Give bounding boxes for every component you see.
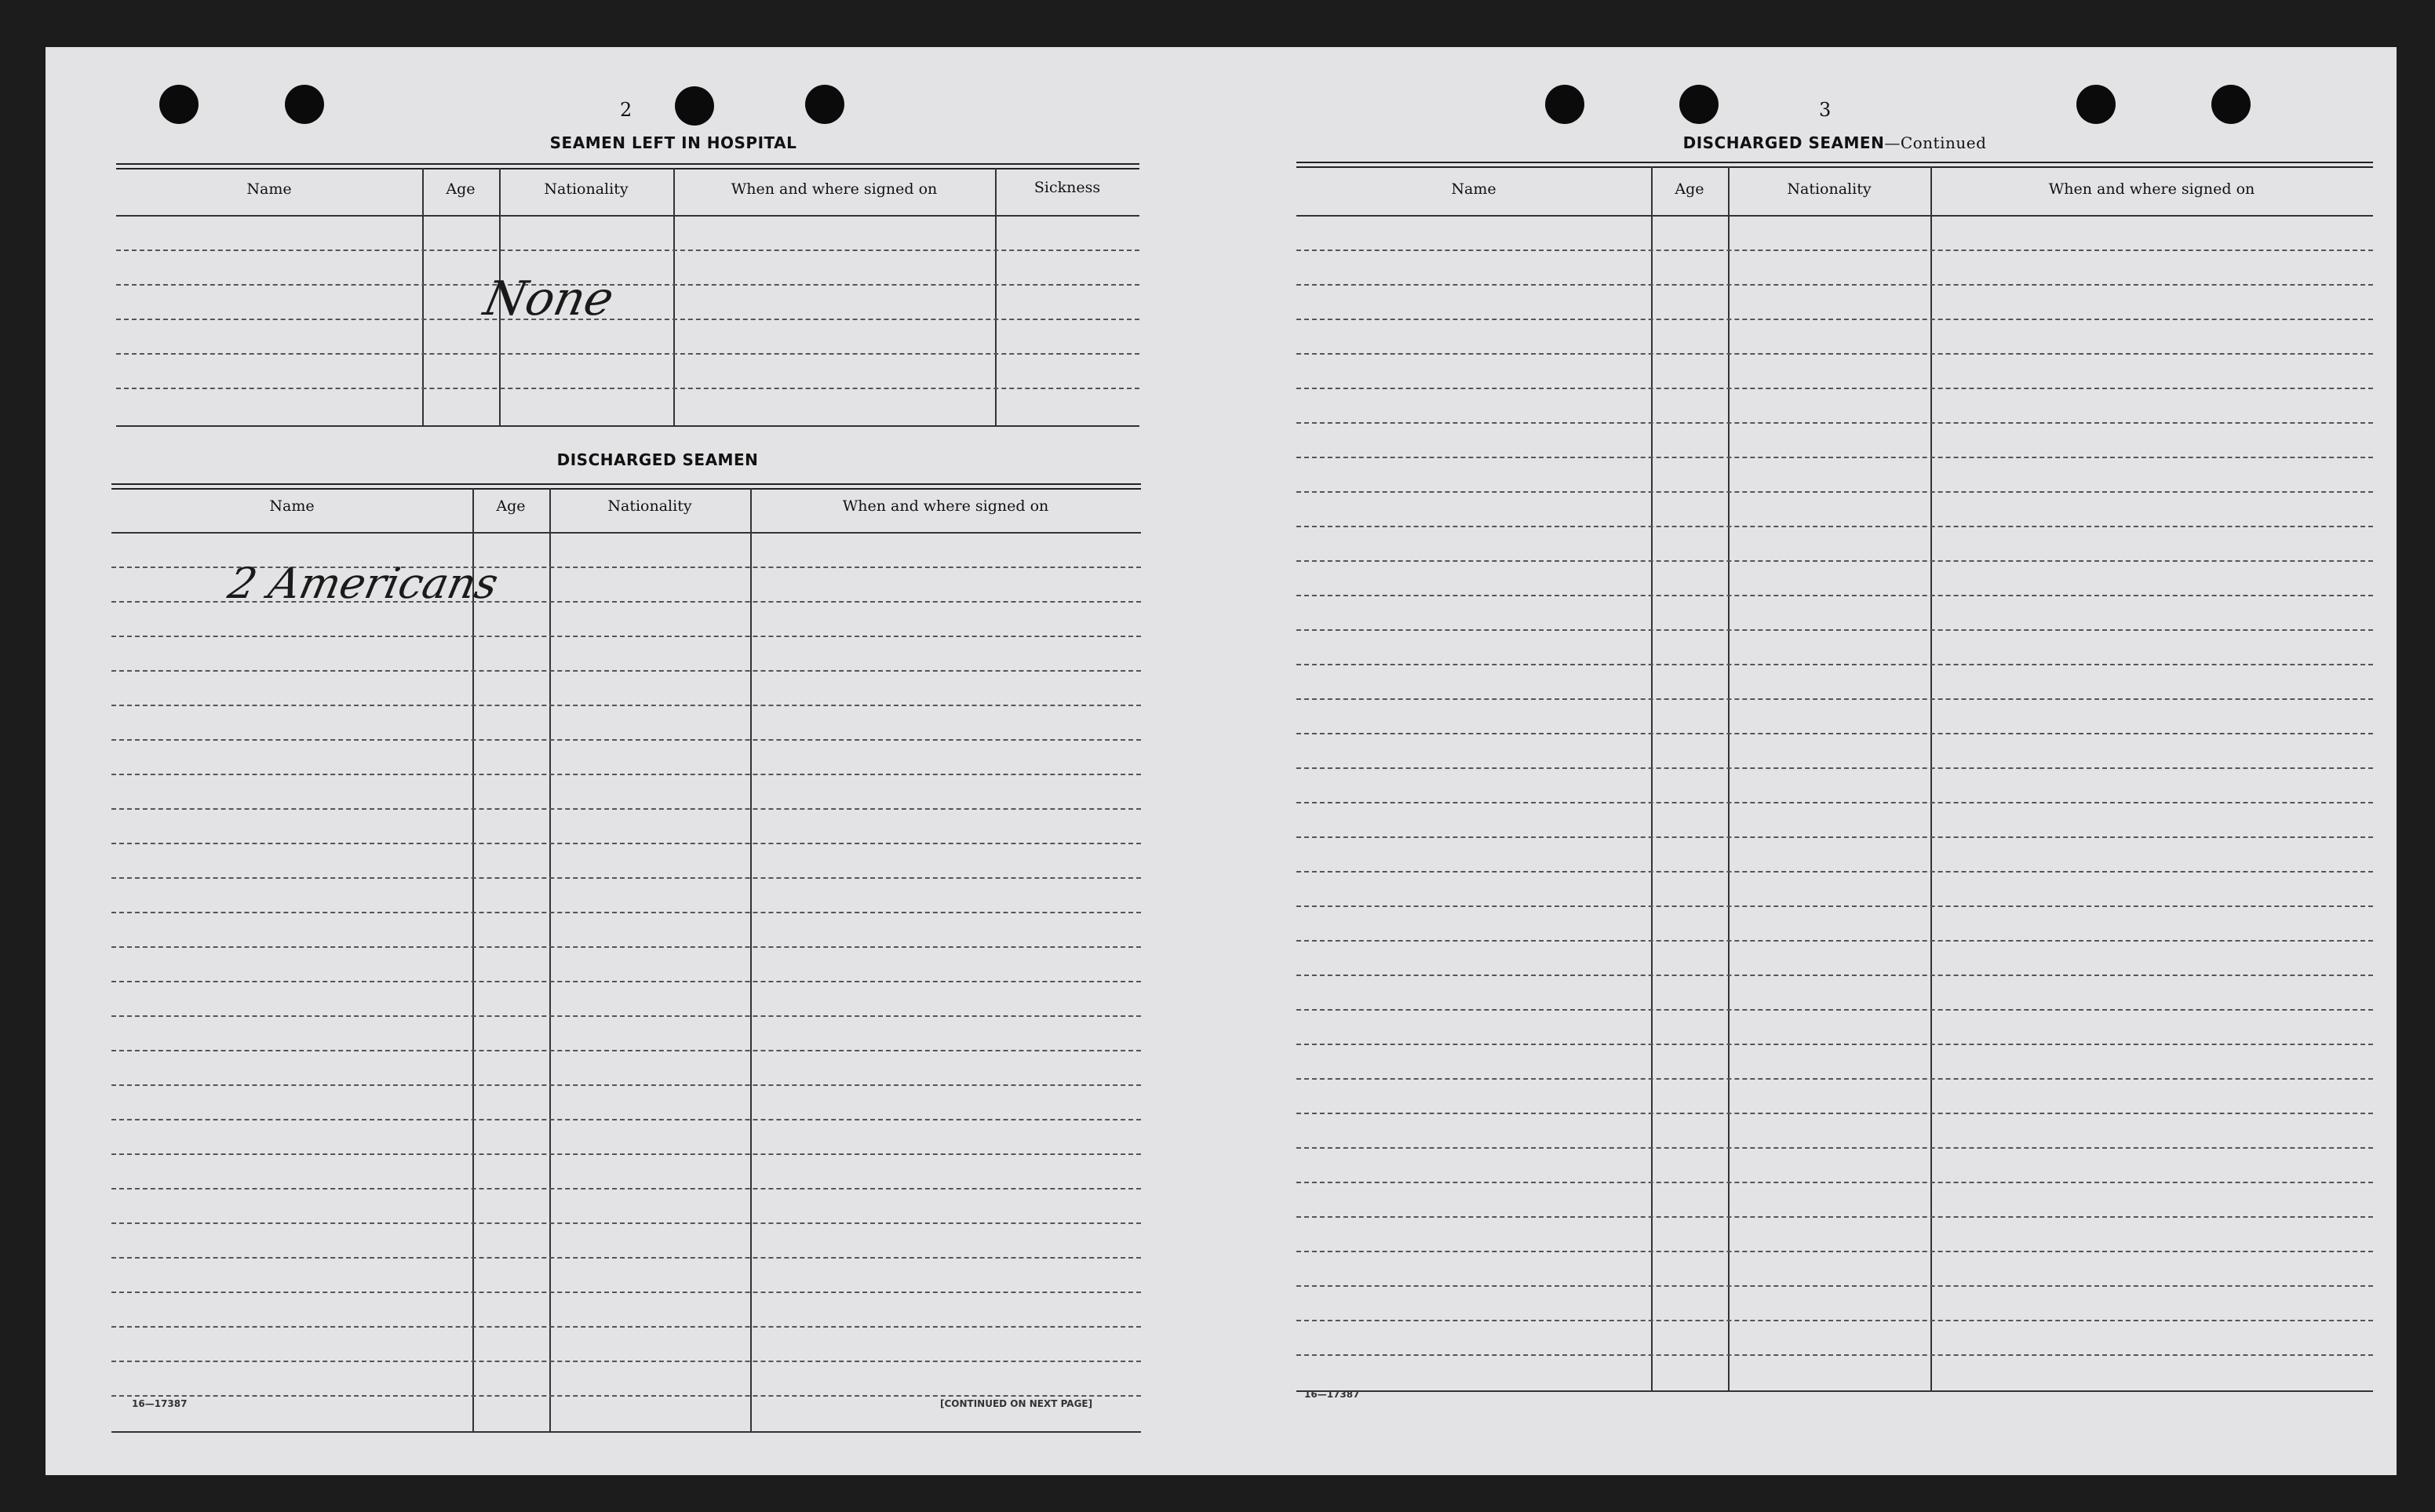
punch-hole <box>675 86 714 126</box>
header-age: Age <box>496 497 526 515</box>
document-sheet <box>46 47 2397 1475</box>
punch-hole <box>2076 85 2116 124</box>
header-name: Name <box>1451 180 1496 198</box>
header-nationality: Nationality <box>1787 180 1872 198</box>
handwritten-2-americans: 2 Americans <box>224 559 503 608</box>
left-page-number: 2 <box>620 99 632 121</box>
punch-hole <box>2211 85 2251 124</box>
punch-hole <box>1545 85 1584 124</box>
left-form-number: 16—17387 <box>132 1398 188 1409</box>
continued-note: [CONTINUED ON NEXT PAGE] <box>940 1398 1093 1409</box>
right-page-number: 3 <box>1819 99 1832 121</box>
punch-hole <box>159 85 199 124</box>
header-age: Age <box>446 180 476 198</box>
punch-hole <box>1679 85 1719 124</box>
right-form-number: 16—17387 <box>1304 1389 1360 1400</box>
header-when-where: When and where signed on <box>731 180 938 198</box>
hospital-table <box>116 163 1139 427</box>
header-name: Name <box>246 180 292 198</box>
handwritten-none: None <box>479 271 619 326</box>
header-when-where: When and where signed on <box>842 497 1049 515</box>
discharged-continued-title <box>1615 133 2054 152</box>
hospital-section-title: SEAMEN LEFT IN HOSPITAL <box>549 133 797 152</box>
header-name: Name <box>269 497 315 515</box>
discharged-table-left <box>111 483 1141 1433</box>
discharged-table-right <box>1296 162 2373 1433</box>
title-continued: —Continued <box>1884 133 1987 152</box>
header-sickness: Sickness <box>1033 179 1101 196</box>
header-age: Age <box>1675 180 1704 198</box>
header-nationality: Nationality <box>544 180 629 198</box>
punch-hole <box>285 85 324 124</box>
header-nationality: Nationality <box>607 497 692 515</box>
title-main: DISCHARGED SEAMEN <box>1682 133 1885 152</box>
discharged-section-title: DISCHARGED SEAMEN <box>556 450 759 469</box>
header-when-where: When and where signed on <box>2048 180 2255 198</box>
punch-hole <box>805 85 844 124</box>
